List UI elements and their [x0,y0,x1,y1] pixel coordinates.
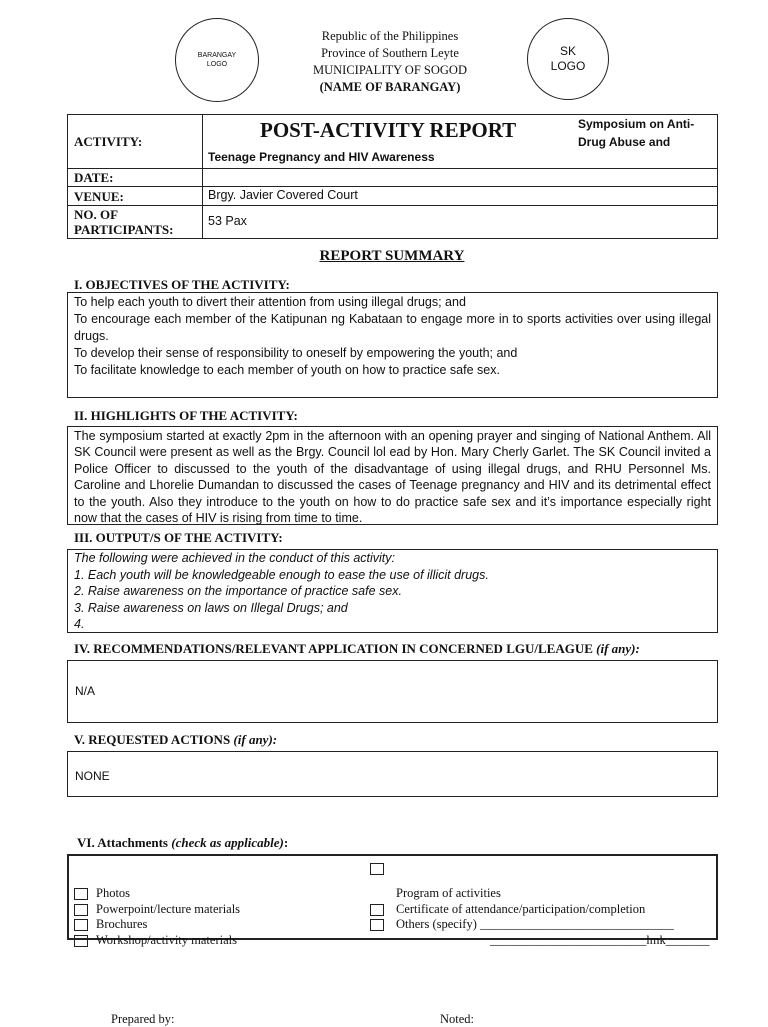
attachments-heading-end: : [283,835,289,850]
requested-heading-text: V. REQUESTED ACTIONS [74,732,231,747]
recommendations-value: N/A [75,684,96,698]
noted-label: Noted: [440,1012,475,1026]
requested-heading [74,732,277,748]
sk-logo-text: SK LOGO [550,44,586,73]
objectives-heading: I. OBJECTIVES OF THE ACTIVITY: [74,277,290,292]
objectives-box [67,292,718,398]
output-line: 2. Raise awareness on the importance of practice safe sex. [74,584,402,598]
recommendations-heading [74,641,640,657]
recommendations-heading-suffix: (if any): [596,641,640,656]
letterhead-line-2: Province of Southern Leyte [321,46,459,60]
checkbox-photos[interactable] [74,888,88,900]
letterhead-line-4: (NAME OF BARANGAY) [319,80,461,94]
checkbox-brochures[interactable] [74,919,88,931]
prepared-by-label: Prepared by: [111,1012,175,1026]
outputs-box [67,549,718,633]
objective-item: To encourage each member of the Katipunan ng Kabataan to engage more in to sports activities over using illegal drugs. [74,312,711,343]
output-line: The following were achieved in the conduct of this activity: [74,551,396,565]
attachment-brochures: Brochures [96,917,148,931]
attachment-powerpoint: Powerpoint/lecture materials [96,902,241,916]
checkbox-powerpoint[interactable] [74,904,88,916]
attachments-heading [77,835,288,851]
barangay-logo-text: BARANGAY LOGO [197,52,237,68]
venue-value: Brgy. Javier Covered Court [208,188,358,202]
recommendations-heading-text: IV. RECOMMENDATIONS/RELEVANT APPLICATION IN CONCERNED LGU/LEAGUE [74,641,593,656]
objective-item: To develop their sense of responsibility to oneself by empowering the youth; and [74,346,518,360]
highlights-heading: II. HIGHLIGHTS OF THE ACTIVITY: [74,408,298,423]
highlights-text: The symposium started at exactly 2pm in the afternoon with an opening prayer and singing of National Anthem. All SK Council were present as well as the Brgy. Council lol ead by Hon. Mary Cherly Garlet. The SK Council invited a Police Officer to discussed to the youth of the disadvantage of using illegal drugs, and RHU Personnel Ms. Caroline and Lhorelie Dumandan to discussed the cases of Teenage pregnancy and HIV and its detrimental effect to the youth. Also they introduce to the youth on how to do practice safe sex and it’s importance especially right now that the cases of HIV is rising from time to time. [74,429,711,526]
checkbox-others[interactable] [370,919,384,931]
objective-item: To facilitate knowledge to each member of youth on how to practice safe sex. [74,363,500,377]
date-label: DATE: [74,170,114,185]
activity-value-right: Symposium on Anti- Drug Abuse and [578,117,695,149]
objective-item: To help each youth to divert their attention from using illegal drugs; and [74,295,466,309]
checkbox-certificate[interactable] [370,904,384,916]
outputs-heading: III. OUTPUT/S OF THE ACTIVITY: [74,530,283,545]
attachment-workshop: Workshop/activity materials [96,933,237,947]
activity-value: Teenage Pregnancy and HIV Awareness [208,150,435,164]
requested-heading-suffix: (if any): [233,732,278,747]
output-line: 1. Each youth will be knowledgeable enough to ease the use of illicit drugs. [74,567,489,582]
checkbox-top[interactable] [370,863,384,875]
letterhead [260,28,520,96]
activity-label: ACTIVITY: [74,134,143,149]
recommendations-box [67,660,718,723]
letterhead-line-1: Republic of the Philippines [321,29,459,43]
sk-logo [527,18,609,100]
attachment-trailing-line: _________________________lmk_______ [490,933,710,947]
requested-box [67,751,718,797]
attachment-program: Program of activities [396,886,501,900]
participants-label: NO. OF PARTICIPANTS: [74,207,174,237]
output-line: 4. [74,617,85,631]
attachments-heading-text: VI. Attachments [77,835,168,850]
letterhead-line-3: MUNICIPALITY OF SOGOD [313,63,467,77]
barangay-logo [175,18,259,102]
attachments-heading-suffix: (check as applicable) [171,835,284,850]
highlights-box [67,426,718,525]
attachment-certificate: Certificate of attendance/participation/completion [396,902,646,916]
participants-value: 53 Pax [208,214,247,228]
attachment-others: Others (specify) _______________________________ [396,917,674,931]
report-title: POST-ACTIVITY REPORT [260,118,517,142]
requested-value: NONE [75,769,110,783]
output-line: 3. Raise awareness on laws on Illegal Drugs; and [74,600,348,615]
venue-label: VENUE: [74,189,124,204]
checkbox-workshop[interactable] [74,935,88,947]
report-summary-title: REPORT SUMMARY [319,248,465,264]
attachment-photos: Photos [96,886,131,900]
